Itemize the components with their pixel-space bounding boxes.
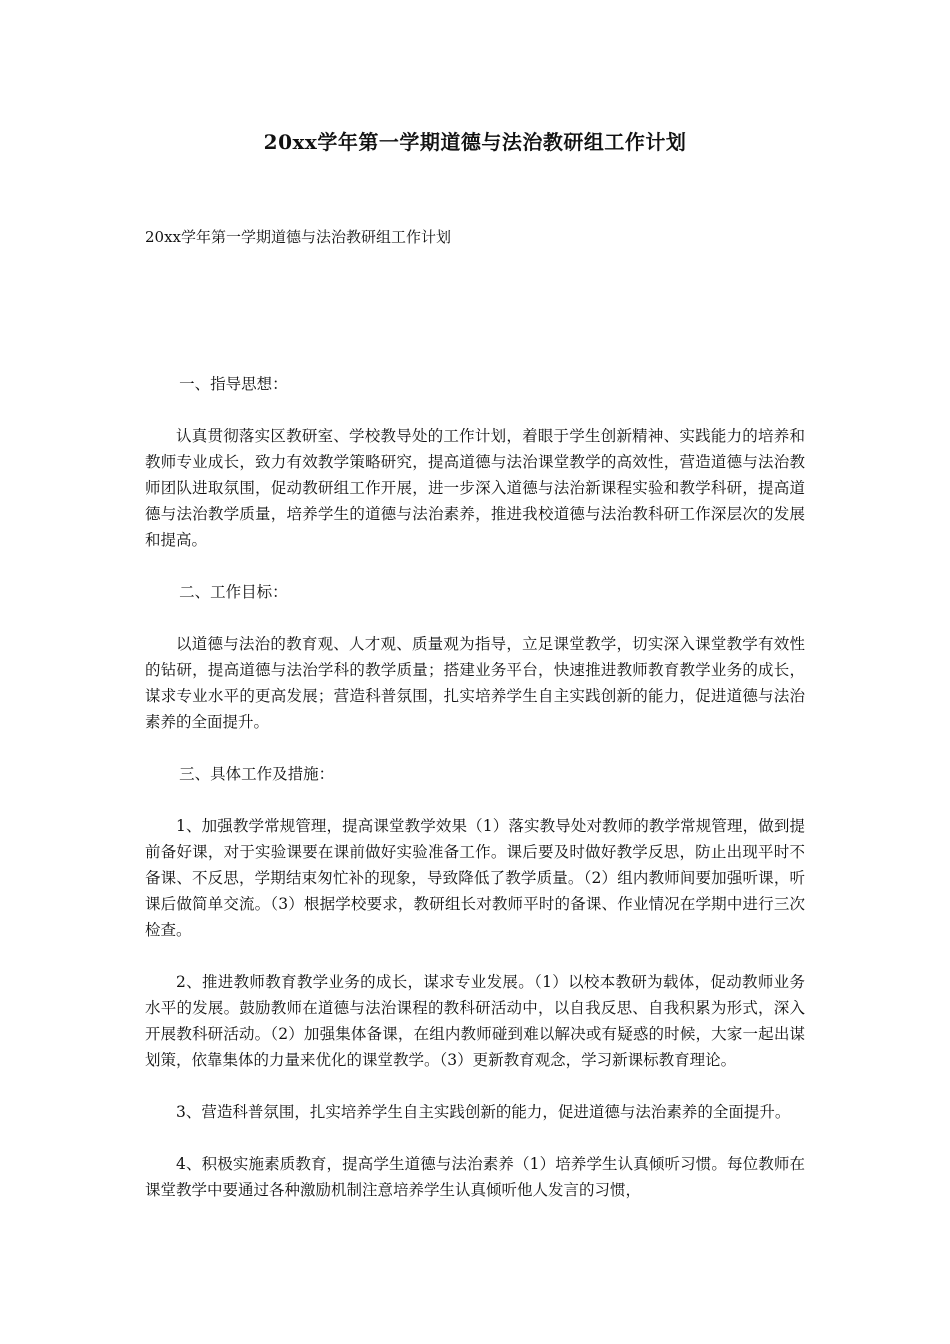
paragraph-measure-1: 1、加强教学常规管理，提高课堂教学效果（1）落实教导处对教师的教学常规管理，做到提前备好课，对于实验课要在课前做好实验准备工作。课后要及时做好教学反思，防止出现平时不备课、不反思，学期结束匆忙补的现象，导致降低了教学质量。（2）组内教师间要加强听课，听课后做简单交流。（3）根据学校要求，教研组长对教师平时的备课、作业情况在学期中进行三次检查。 xyxy=(145,817,805,939)
section-heading-work-goals: 二、工作目标： xyxy=(179,583,288,601)
section-heading-guiding-ideology: 一、指导思想： xyxy=(179,375,288,393)
paragraph-guiding-ideology: 认真贯彻落实区教研室、学校教导处的工作计划，着眼于学生创新精神、实践能力的培养和教师专业成长，致力有效教学策略研究，提高道德与法治课堂教学的高效性，营造道德与法治教师团队进取氛围，促动教研组工作开展，进一步深入道德与法治新课程实验和教学科研，提高道德与法治教学质量，培养学生的道德与法治素养，推进我校道德与法治教科研工作深层次的发展和提高。 xyxy=(145,427,805,549)
paragraph-measure-2: 2、推进教师教育教学业务的成长，谋求专业发展。（1）以校本教研为载体，促动教师业务水平的发展。鼓励教师在道德与法治课程的教科研活动中，以自我反思、自我积累为形式，深入开展教科研活动。（2）加强集体备课，在组内教师碰到难以解决或有疑惑的时候，大家一起出谋划策，依靠集体的力量来优化的课堂教学。（3）更新教育观念，学习新课标教育理论。 xyxy=(145,973,805,1069)
document-title: 20xx学年第一学期道德与法治教研组工作计划 xyxy=(263,130,687,154)
paragraph-measure-3: 3、营造科普氛围，扎实培养学生自主实践创新的能力，促进道德与法治素养的全面提升。 xyxy=(176,1103,791,1121)
paragraph-measure-4: 4、积极实施素质教育，提高学生道德与法治素养（1）培养学生认真倾听习惯。每位教师在课堂教学中要通过各种激励机制注意培养学生认真倾听他人发言的习惯， xyxy=(145,1155,805,1199)
document-subtitle: 20xx学年第一学期道德与法治教研组工作计划 xyxy=(145,228,452,246)
section-heading-specific-measures: 三、具体工作及措施： xyxy=(179,765,335,783)
document-body xyxy=(145,371,805,1229)
paragraph-work-goals: 以道德与法治的教育观、人才观、质量观为指导，立足课堂教学，切实深入课堂教学有效性的钻研，提高道德与法治学科的教学质量；搭建业务平台，快速推进教师教育教学业务的成长，谋求专业水平的更高发展；营造科普氛围，扎实培养学生自主实践创新的能力，促进道德与法治素养的全面提升。 xyxy=(145,635,805,731)
